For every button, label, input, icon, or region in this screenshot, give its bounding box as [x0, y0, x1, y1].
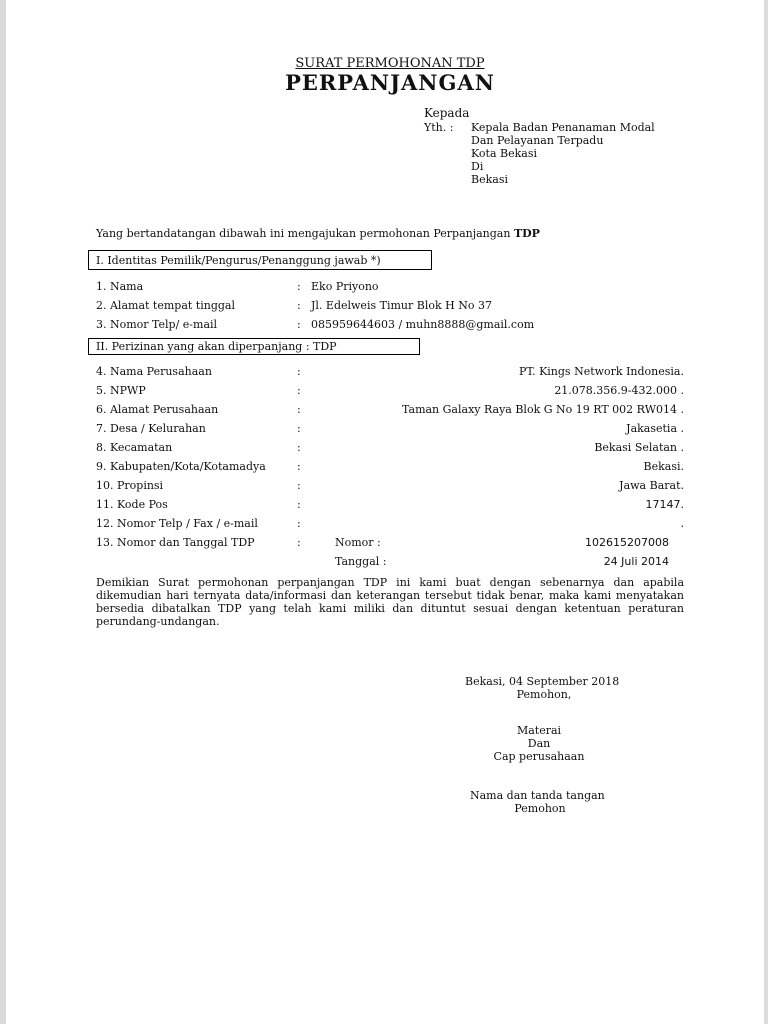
field-colon: :	[297, 365, 301, 378]
addressee-line: Dan Pelayanan Terpadu	[471, 134, 604, 147]
field-label: 8. Kecamatan	[96, 441, 173, 454]
field-colon: :	[297, 299, 301, 312]
materai-label: Materai	[516, 724, 562, 737]
dan-label: Dan	[527, 737, 551, 750]
place-date: Bekasi, 04 September 2018	[465, 675, 620, 688]
field-label: 9. Kabupaten/Kota/Kotamadya	[96, 460, 266, 473]
field-value: Bekasi.	[643, 460, 684, 473]
field-value: Taman Galaxy Raya Blok G No 19 RT 002 RW014 .	[402, 403, 684, 416]
addressee-line: Di	[471, 160, 484, 173]
field-colon: :	[297, 517, 301, 530]
field-value: .	[680, 517, 684, 530]
field-colon: :	[297, 384, 301, 397]
field-label: 12. Nomor Telp / Fax / e-mail	[96, 517, 258, 530]
nomor-value: 102615207008	[585, 536, 669, 549]
yth-label: Yth. :	[424, 121, 454, 134]
field-label: 5. NPWP	[96, 384, 146, 397]
field-label: 2. Alamat tempat tinggal	[96, 299, 235, 312]
addressee-line: Bekasi	[471, 173, 508, 186]
intro-body: Yang bertandatangan dibawah ini mengajukan permohonan Perpanjangan	[96, 227, 514, 240]
section2-heading: II. Perizinan yang akan diperpanjang : TDP	[96, 340, 337, 353]
pemohon-sign-label: Pemohon	[514, 802, 566, 815]
field-label: 11. Kode Pos	[96, 498, 168, 511]
field-colon: :	[297, 280, 301, 293]
document-subtitle: PERPANJANGAN	[285, 70, 495, 95]
field-label: 1. Nama	[96, 280, 144, 293]
nama-ttd-label: Nama dan tanda tangan	[470, 789, 605, 802]
kepada-label: Kepada	[424, 106, 470, 120]
field-label: 10. Propinsi	[96, 479, 164, 492]
addressee-line: Kepala Badan Penanaman Modal	[471, 121, 655, 134]
tanggal-label: Tanggal :	[335, 555, 387, 568]
field-value: 21.078.356.9-432.000 .	[554, 384, 684, 397]
nomor-label: Nomor :	[335, 536, 381, 549]
addressee-line: Kota Bekasi	[471, 147, 537, 160]
field-value: Eko Priyono	[311, 280, 379, 293]
intro-bold: TDP	[513, 227, 540, 240]
field-colon: :	[297, 498, 301, 511]
field-colon: :	[297, 441, 301, 454]
field-label: 4. Nama Perusahaan	[96, 365, 212, 378]
section1-heading: I. Identitas Pemilik/Pengurus/Penanggung jawab *)	[96, 254, 381, 267]
field-label: 7. Desa / Kelurahan	[96, 422, 206, 435]
field-label: 6. Alamat Perusahaan	[96, 403, 219, 416]
tanggal-value: 24 Juli 2014	[603, 555, 669, 568]
field-value: 17147.	[645, 498, 684, 511]
field-colon: :	[297, 460, 301, 473]
field-value: Jl. Edelweis Timur Blok H No 37	[311, 299, 492, 312]
document-title: SURAT PERMOHONAN TDP	[295, 56, 485, 71]
field-label: 13. Nomor dan Tanggal TDP	[96, 536, 255, 549]
cap-label: Cap perusahaan	[493, 750, 585, 763]
intro-text	[96, 227, 540, 240]
field-colon: :	[297, 403, 301, 416]
closing-paragraph: Demikian Surat permohonan perpanjangan TDP ini kami buat dengan sebenarnya dan apabila dikemudian hari ternyata data/informasi dan keterangan tersebut tidak benar, maka kami menyatakan bersedia dibatalkan TDP yang telah kami miliki dan dituntut sesuai dengan ketentuan peraturan perundang-undangan.	[96, 576, 684, 628]
field-colon: :	[297, 422, 301, 435]
field-value: 085959644603 / muhn8888@gmail.com	[311, 318, 535, 331]
field-value: Bekasi Selatan .	[594, 441, 684, 454]
field-value: PT. Kings Network Indonesia.	[518, 365, 684, 378]
field-colon: :	[297, 536, 301, 549]
field-label: 3. Nomor Telp/ e-mail	[96, 318, 218, 331]
field-colon: :	[297, 479, 301, 492]
field-value: Jawa Barat.	[619, 479, 684, 492]
pemohon-label: Pemohon,	[516, 688, 572, 701]
field-colon: :	[297, 318, 301, 331]
field-value: Jakasetia .	[626, 422, 684, 435]
